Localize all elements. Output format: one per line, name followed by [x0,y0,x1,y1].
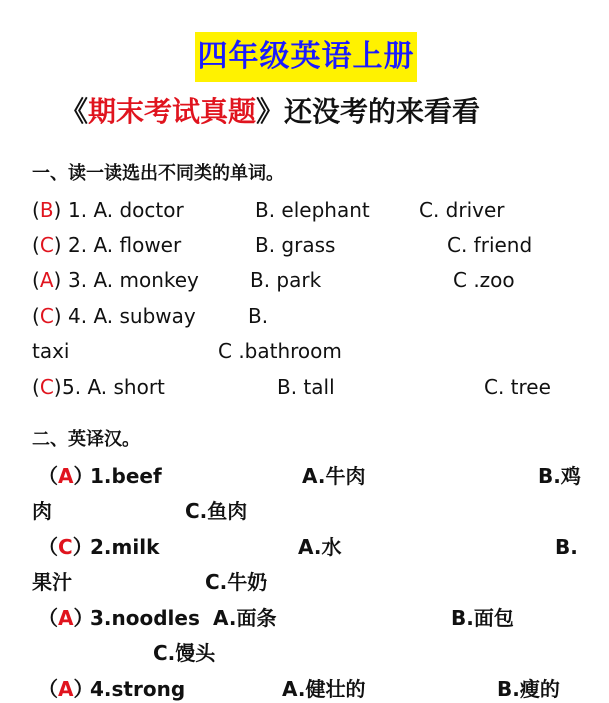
subtitle-highlight: 期末考试真题 [88,95,257,128]
s2-q3-option-a: A.面条 [213,606,277,630]
subtitle-close-quote: 》 [256,95,285,128]
s2-q3-stem: 3.noodles [90,606,200,630]
subtitle [60,90,560,134]
s1-q3-option-c: C .zoo [453,268,515,292]
s1-q4-option-b: B. [248,304,269,328]
s1-q2-answer: (C) [32,233,62,257]
s2-question-2-wrap [0,568,609,596]
s2-q1-answer: （A） [38,464,94,488]
s2-question-1-wrap [0,497,609,525]
s1-q2-option-c: C. friend [447,233,533,257]
s1-q3-stem: 3. A. monkey [68,268,199,292]
s1-q4-option-c: C .bathroom [218,339,342,363]
s1-q5-option-b: B. tall [277,375,335,399]
subtitle-rest: 还没考的来看看 [284,95,481,128]
s1-question-5 [0,373,609,401]
subtitle-open-quote: 《 [60,95,89,128]
s1-q1-option-b: B. elephant [255,198,370,222]
s2-question-2 [0,533,609,561]
s2-question-4 [0,675,609,703]
s2-q3-option-b: B.面包 [451,606,514,630]
s2-question-3-wrap [0,639,609,667]
s1-q5-answer: (C) [32,375,62,399]
s1-q1-stem: 1. A. doctor [68,198,184,222]
s2-q2-option-b-wrap: 果汁 [32,570,72,594]
s2-q4-option-a: A.健壮的 [282,677,366,701]
s2-q2-option-a: A.水 [298,535,342,559]
s1-q5-option-c: C. tree [484,375,551,399]
s1-q1-answer: (B) [32,198,62,222]
s2-q2-stem: 2.milk [90,535,160,559]
s2-q4-answer: （A） [38,677,94,701]
s2-q1-option-c: C.鱼肉 [185,499,248,523]
s1-q1-option-c: C. driver [419,198,505,222]
s1-q4-option-b-wrap: taxi [32,339,70,363]
s2-q2-answer: （C） [38,535,93,559]
title-line1: 四年级英语上册 [197,39,415,74]
s2-q4-stem: 4.strong [90,677,186,701]
s1-question-4-wrap [0,337,609,365]
s2-q2-option-c: C.牛奶 [205,570,268,594]
s2-q1-option-b: B.鸡 [538,464,581,488]
s2-question-3 [0,604,609,632]
s1-q3-option-b: B. park [250,268,322,292]
s2-q1-option-b-wrap: 肉 [32,499,52,523]
title-banner [195,32,417,82]
s2-q3-option-c: C.馒头 [153,641,216,665]
s2-q4-option-b: B.瘦的 [497,677,560,701]
s1-q5-stem: 5. A. short [62,375,165,399]
s2-q1-option-a: A.牛肉 [302,464,366,488]
s1-q4-answer: (C) [32,304,62,328]
s2-question-1 [0,462,609,490]
s1-question-3 [0,266,609,294]
s1-question-1 [0,196,609,224]
s1-question-2 [0,231,609,259]
section1-heading: 一、读一读选出不同类的单词。 [32,163,284,184]
s1-q4-stem: 4. A. subway [68,304,196,328]
s2-q2-option-b: B. [555,535,578,559]
s1-q2-stem: 2. A. flower [68,233,182,257]
section2-heading: 二、英译汉。 [32,429,140,450]
s1-question-4 [0,302,609,330]
s1-q2-option-b: B. grass [255,233,336,257]
s2-q1-stem: 1.beef [90,464,162,488]
s1-q3-answer: (A) [32,268,62,292]
s2-q3-answer: （A） [38,606,94,630]
